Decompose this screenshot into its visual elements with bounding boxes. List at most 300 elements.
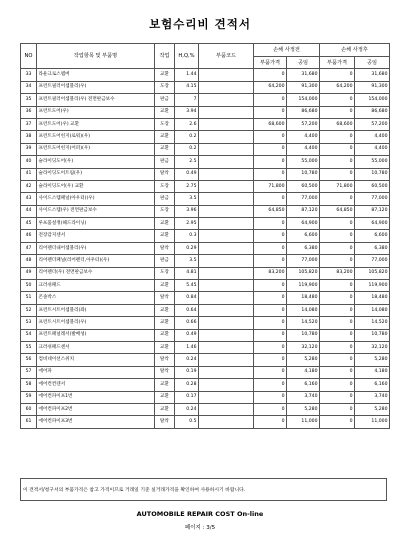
- row-after-labor: 11,000: [355, 416, 390, 428]
- row-item-name: 컴비네이션스위치: [37, 354, 155, 366]
- row-item-name: 에어컨파이프1번: [37, 391, 155, 403]
- table-row: [21, 317, 390, 329]
- row-after-labor: 32,120: [355, 341, 390, 353]
- row-before-part-price: 0: [254, 403, 287, 415]
- row-before-labor: 77,000: [287, 193, 320, 205]
- row-item-name: 에어컨파이프3번: [37, 416, 155, 428]
- row-before-part-price: 64,850: [254, 205, 287, 217]
- row-no: 52: [21, 304, 37, 316]
- row-after-labor: 77,000: [355, 193, 390, 205]
- row-after-labor: 5,280: [355, 354, 390, 366]
- row-item-name: 슬라이딩도어(우) 교환: [37, 180, 155, 192]
- row-after-part-price: 0: [320, 230, 355, 242]
- row-before-part-price: 0: [254, 354, 287, 366]
- row-work-type: 교환: [155, 379, 175, 391]
- row-no: 48: [21, 255, 37, 267]
- row-after-labor: 10,780: [355, 168, 390, 180]
- row-hours: 0.24: [175, 403, 199, 415]
- row-after-part-price: 0: [320, 156, 355, 168]
- row-no: 53: [21, 317, 37, 329]
- row-after-labor: 77,000: [355, 255, 390, 267]
- row-after-labor: 64,900: [355, 218, 390, 230]
- row-no: 35: [21, 94, 37, 106]
- row-before-labor: 31,680: [287, 69, 320, 81]
- row-before-part-price: 0: [254, 341, 287, 353]
- row-no: 38: [21, 131, 37, 143]
- row-no: 59: [21, 391, 37, 403]
- row-no: 33: [21, 69, 37, 81]
- row-item-name: 프런트시트어셈블리(좌): [37, 304, 155, 316]
- row-item-name: 에어컨파이프2번: [37, 403, 155, 415]
- table-row: [21, 292, 390, 304]
- row-after-part-price: 0: [320, 94, 355, 106]
- row-no: 42: [21, 180, 37, 192]
- row-hours: 0.5: [175, 416, 199, 428]
- table-row: [21, 255, 390, 267]
- row-work-type: 도장: [155, 81, 175, 93]
- row-after-part-price: 0: [320, 317, 355, 329]
- row-work-type: 판금: [155, 255, 175, 267]
- row-after-labor: 4,400: [355, 131, 390, 143]
- row-item-name: 크러쉬패드센서: [37, 341, 155, 353]
- row-no: 45: [21, 218, 37, 230]
- row-after-part-price: 0: [320, 379, 355, 391]
- row-before-part-price: 71,800: [254, 180, 287, 192]
- row-part-code: [199, 168, 254, 180]
- row-item-name: 프런트도어힌지(어퍼)(우): [37, 143, 155, 155]
- row-work-type: 판금: [155, 94, 175, 106]
- row-work-type: 교환: [155, 230, 175, 242]
- table-row: [21, 304, 390, 316]
- row-before-labor: 4,400: [287, 143, 320, 155]
- row-after-part-price: 0: [320, 416, 355, 428]
- row-hours: 0.2: [175, 143, 199, 155]
- row-before-part-price: 0: [254, 131, 287, 143]
- row-no: 61: [21, 416, 37, 428]
- row-work-type: 교환: [155, 329, 175, 341]
- row-before-labor: 60,500: [287, 180, 320, 192]
- row-before-labor: 6,600: [287, 230, 320, 242]
- row-part-code: [199, 131, 254, 143]
- row-after-labor: 87,120: [355, 205, 390, 217]
- row-hours: 5.45: [175, 280, 199, 292]
- row-before-labor: 6,380: [287, 242, 320, 254]
- row-part-code: [199, 354, 254, 366]
- row-after-labor: 31,680: [355, 69, 390, 81]
- table-row: [21, 341, 390, 353]
- table-row: [21, 118, 390, 130]
- row-after-part-price: 83,200: [320, 267, 355, 279]
- row-item-name: 프런트시트어셈블리(우): [37, 317, 155, 329]
- row-no: 43: [21, 193, 37, 205]
- row-before-labor: 91,300: [287, 81, 320, 93]
- row-no: 34: [21, 81, 37, 93]
- row-after-part-price: 0: [320, 329, 355, 341]
- row-after-part-price: 0: [320, 193, 355, 205]
- row-after-labor: 6,380: [355, 242, 390, 254]
- row-work-type: 탈착: [155, 242, 175, 254]
- row-part-code: [199, 280, 254, 292]
- row-work-type: 도장: [155, 118, 175, 130]
- col-before-labor-header: 공임: [287, 57, 320, 69]
- col-no-header: NO: [21, 44, 37, 69]
- row-hours: 0.3: [175, 230, 199, 242]
- row-item-name: 라운크로스멤버: [37, 69, 155, 81]
- row-before-labor: 14,520: [287, 317, 320, 329]
- row-no: 50: [21, 280, 37, 292]
- row-hours: 7: [175, 94, 199, 106]
- row-after-labor: 5,280: [355, 403, 390, 415]
- row-after-part-price: 0: [320, 391, 355, 403]
- row-before-labor: 154,000: [287, 94, 320, 106]
- table-row: [21, 94, 390, 106]
- row-part-code: [199, 205, 254, 217]
- row-part-code: [199, 391, 254, 403]
- row-before-labor: 10,780: [287, 329, 320, 341]
- row-item-name: 루프품설정(헤드라이닝): [37, 218, 155, 230]
- row-before-labor: 11,000: [287, 416, 320, 428]
- row-item-name: 리어펜더내어셈블리(우): [37, 242, 155, 254]
- row-item-name: 프런트필러어셈블리(우): [37, 81, 155, 93]
- row-part-code: [199, 180, 254, 192]
- row-item-name: 프런트패널레서(발배성): [37, 329, 155, 341]
- row-before-part-price: 0: [254, 292, 287, 304]
- row-hours: 0.84: [175, 292, 199, 304]
- table-row: [21, 267, 390, 279]
- row-no: 51: [21, 292, 37, 304]
- table-row: [21, 416, 390, 428]
- row-before-part-price: 0: [254, 69, 287, 81]
- row-before-part-price: 0: [254, 366, 287, 378]
- row-part-code: [199, 218, 254, 230]
- row-work-type: 탈착: [155, 416, 175, 428]
- row-item-name: 슬라이딩도어(우): [37, 156, 155, 168]
- row-before-part-price: 0: [254, 143, 287, 155]
- row-before-labor: 6,160: [287, 379, 320, 391]
- row-hours: 2.6: [175, 118, 199, 130]
- row-before-part-price: 68,600: [254, 118, 287, 130]
- row-hours: 4.81: [175, 267, 199, 279]
- table-row: [21, 329, 390, 341]
- table-row: [21, 205, 390, 217]
- row-after-labor: 6,600: [355, 230, 390, 242]
- row-item-name: 사이드스텝(우) 전면판금보수: [37, 205, 155, 217]
- row-work-type: 교환: [155, 280, 175, 292]
- row-work-type: 교환: [155, 143, 175, 155]
- row-after-labor: 91,300: [355, 81, 390, 93]
- row-item-name: 프런트도어(우) 교환: [37, 118, 155, 130]
- row-after-part-price: 0: [320, 403, 355, 415]
- row-work-type: 교환: [155, 69, 175, 81]
- row-item-name: 프런트도어(우): [37, 106, 155, 118]
- row-part-code: [199, 156, 254, 168]
- row-part-code: [199, 255, 254, 267]
- row-after-part-price: 0: [320, 366, 355, 378]
- table-row: [21, 168, 390, 180]
- row-no: 44: [21, 205, 37, 217]
- row-after-labor: 6,160: [355, 379, 390, 391]
- row-before-part-price: 0: [254, 156, 287, 168]
- table-row: [21, 106, 390, 118]
- row-before-part-price: 0: [254, 106, 287, 118]
- table-row: [21, 366, 390, 378]
- row-after-labor: 55,000: [355, 156, 390, 168]
- row-work-type: 도장: [155, 205, 175, 217]
- row-before-labor: 87,120: [287, 205, 320, 217]
- row-part-code: [199, 230, 254, 242]
- row-hours: 0.64: [175, 304, 199, 316]
- row-before-part-price: 83,200: [254, 267, 287, 279]
- row-item-name: 프런트필러어셈블리(우) 전면판금보수: [37, 94, 155, 106]
- row-item-name: 슬라이딩도어트림(우): [37, 168, 155, 180]
- row-before-labor: 10,780: [287, 168, 320, 180]
- row-after-part-price: 0: [320, 292, 355, 304]
- row-before-labor: 57,200: [287, 118, 320, 130]
- row-work-type: 탈착: [155, 168, 175, 180]
- row-before-labor: 77,000: [287, 255, 320, 267]
- table-row: [21, 280, 390, 292]
- document-title: 보험수리비 견적서: [149, 17, 251, 31]
- row-after-part-price: 0: [320, 280, 355, 292]
- table-row: [21, 391, 390, 403]
- row-hours: 0.49: [175, 329, 199, 341]
- col-after-labor-header: 공임: [355, 57, 390, 69]
- row-no: 36: [21, 106, 37, 118]
- table-row: [21, 193, 390, 205]
- table-row: [21, 230, 390, 242]
- row-after-part-price: 0: [320, 131, 355, 143]
- row-before-part-price: 0: [254, 230, 287, 242]
- row-part-code: [199, 341, 254, 353]
- row-after-labor: 60,500: [355, 180, 390, 192]
- table-header: [21, 44, 390, 69]
- table-row: [21, 69, 390, 81]
- row-work-type: 도장: [155, 267, 175, 279]
- row-after-part-price: 0: [320, 354, 355, 366]
- row-after-part-price: 0: [320, 106, 355, 118]
- row-before-labor: 3,740: [287, 391, 320, 403]
- row-hours: 2.75: [175, 180, 199, 192]
- col-item-header: 작업항목 및 부품명: [37, 44, 155, 69]
- row-hours: 2.95: [175, 218, 199, 230]
- col-before-header: 손해 사정전: [254, 44, 320, 57]
- row-part-code: [199, 416, 254, 428]
- row-hours: 0.29: [175, 242, 199, 254]
- row-before-labor: 105,820: [287, 267, 320, 279]
- row-before-part-price: 0: [254, 391, 287, 403]
- row-before-labor: 86,680: [287, 106, 320, 118]
- row-work-type: 교환: [155, 403, 175, 415]
- row-no: 58: [21, 379, 37, 391]
- row-part-code: [199, 379, 254, 391]
- table-row: [21, 156, 390, 168]
- row-before-part-price: 0: [254, 280, 287, 292]
- row-part-code: [199, 242, 254, 254]
- row-work-type: 교환: [155, 341, 175, 353]
- row-before-part-price: 0: [254, 255, 287, 267]
- row-after-part-price: 0: [320, 255, 355, 267]
- row-after-part-price: 68,600: [320, 118, 355, 130]
- row-hours: 0.17: [175, 391, 199, 403]
- row-no: 60: [21, 403, 37, 415]
- table-row: [21, 379, 390, 391]
- row-work-type: 탈착: [155, 292, 175, 304]
- row-hours: 3.96: [175, 205, 199, 217]
- table-row: [21, 131, 390, 143]
- table-row: [21, 143, 390, 155]
- row-before-labor: 4,180: [287, 366, 320, 378]
- col-before-part-header: 부품가격: [254, 57, 287, 69]
- row-work-type: 교환: [155, 131, 175, 143]
- row-part-code: [199, 317, 254, 329]
- row-no: 57: [21, 366, 37, 378]
- row-hours: 3.5: [175, 193, 199, 205]
- row-no: 56: [21, 354, 37, 366]
- row-part-code: [199, 143, 254, 155]
- row-part-code: [199, 118, 254, 130]
- col-after-part-header: 부품가격: [320, 57, 355, 69]
- row-before-labor: 18,480: [287, 292, 320, 304]
- row-part-code: [199, 106, 254, 118]
- row-no: 39: [21, 143, 37, 155]
- row-item-name: 리어펜더패널(리어펜더,아우터)(우): [37, 255, 155, 267]
- row-hours: 4.15: [175, 81, 199, 93]
- row-before-part-price: 0: [254, 168, 287, 180]
- row-after-part-price: 0: [320, 69, 355, 81]
- row-after-part-price: 0: [320, 341, 355, 353]
- row-no: 46: [21, 230, 37, 242]
- row-no: 40: [21, 156, 37, 168]
- row-after-labor: 3,740: [355, 391, 390, 403]
- row-no: 54: [21, 329, 37, 341]
- table-row: [21, 242, 390, 254]
- row-part-code: [199, 403, 254, 415]
- row-item-name: 사이드스텝패널(아우터)(우): [37, 193, 155, 205]
- row-after-part-price: 64,200: [320, 81, 355, 93]
- row-work-type: 교환: [155, 304, 175, 316]
- row-before-part-price: 64,200: [254, 81, 287, 93]
- table-row: [21, 403, 390, 415]
- row-after-part-price: 64,850: [320, 205, 355, 217]
- row-work-type: 교환: [155, 391, 175, 403]
- row-hours: 0.49: [175, 168, 199, 180]
- row-hours: 0.2: [175, 131, 199, 143]
- row-before-labor: 32,120: [287, 341, 320, 353]
- row-no: 49: [21, 267, 37, 279]
- row-after-part-price: 0: [320, 218, 355, 230]
- row-work-type: 도장: [155, 180, 175, 192]
- row-after-labor: 119,900: [355, 280, 390, 292]
- col-code-header: 부품코드: [199, 44, 254, 69]
- row-after-labor: 57,200: [355, 118, 390, 130]
- row-work-type: 교환: [155, 218, 175, 230]
- row-item-name: 전장감지센서: [37, 230, 155, 242]
- row-after-labor: 4,180: [355, 366, 390, 378]
- row-after-labor: 14,520: [355, 317, 390, 329]
- col-after-header: 손해 사정후: [320, 44, 390, 57]
- row-before-labor: 14,080: [287, 304, 320, 316]
- row-hours: 0.28: [175, 379, 199, 391]
- row-before-part-price: 0: [254, 193, 287, 205]
- row-part-code: [199, 193, 254, 205]
- row-after-labor: 86,680: [355, 106, 390, 118]
- row-hours: 0.19: [175, 366, 199, 378]
- row-item-name: 에어컨컨덴서: [37, 379, 155, 391]
- col-hours-header: H,Q,%: [175, 44, 199, 69]
- row-before-part-price: 0: [254, 416, 287, 428]
- row-no: 37: [21, 118, 37, 130]
- col-work-header: 작업: [155, 44, 175, 69]
- row-after-part-price: 71,800: [320, 180, 355, 192]
- row-part-code: [199, 329, 254, 341]
- row-work-type: 교환: [155, 106, 175, 118]
- row-after-labor: 10,780: [355, 329, 390, 341]
- row-item-name: 크러쉬패드: [37, 280, 155, 292]
- row-hours: 3.5: [175, 255, 199, 267]
- row-no: 47: [21, 242, 37, 254]
- row-after-part-price: 0: [320, 143, 355, 155]
- row-before-labor: 4,400: [287, 131, 320, 143]
- row-after-labor: 18,480: [355, 292, 390, 304]
- table-row: [21, 81, 390, 93]
- row-before-part-price: 0: [254, 379, 287, 391]
- row-before-part-price: 0: [254, 329, 287, 341]
- row-item-name: 리어펜더(우) 전면판금보수: [37, 267, 155, 279]
- row-hours: 0.66: [175, 317, 199, 329]
- row-no: 55: [21, 341, 37, 353]
- row-before-labor: 5,280: [287, 403, 320, 415]
- row-before-labor: 55,000: [287, 156, 320, 168]
- row-before-part-price: 0: [254, 94, 287, 106]
- table-body: [21, 69, 390, 428]
- row-after-labor: 4,400: [355, 143, 390, 155]
- row-after-labor: 105,820: [355, 267, 390, 279]
- row-part-code: [199, 81, 254, 93]
- row-part-code: [199, 366, 254, 378]
- row-hours: 1.44: [175, 69, 199, 81]
- row-work-type: 탈착: [155, 354, 175, 366]
- row-work-type: 판금: [155, 156, 175, 168]
- row-item-name: 에어파: [37, 366, 155, 378]
- row-after-labor: 154,000: [355, 94, 390, 106]
- disclaimer-note: 이 견적서/청구서의 부품가격은 참고 가격이므로 거래일 기준 실거래가격을 확인하여 사용하시기 바랍니다.: [20, 478, 387, 501]
- page-number: 페이지 : 3/5: [184, 525, 216, 531]
- row-before-labor: 119,900: [287, 280, 320, 292]
- row-part-code: [199, 292, 254, 304]
- row-before-part-price: 0: [254, 218, 287, 230]
- table-row: [21, 354, 390, 366]
- row-before-part-price: 0: [254, 317, 287, 329]
- row-work-type: 판금: [155, 193, 175, 205]
- row-work-type: 교환: [155, 317, 175, 329]
- row-after-part-price: 0: [320, 168, 355, 180]
- row-part-code: [199, 304, 254, 316]
- row-before-labor: 64,900: [287, 218, 320, 230]
- table-row: [21, 218, 390, 230]
- table-row: [21, 180, 390, 192]
- row-item-name: 프런트도어힌지(로워)(우): [37, 131, 155, 143]
- row-after-labor: 14,080: [355, 304, 390, 316]
- row-hours: 3.94: [175, 106, 199, 118]
- row-hours: 2.5: [175, 156, 199, 168]
- row-work-type: 탈착: [155, 366, 175, 378]
- row-after-part-price: 0: [320, 242, 355, 254]
- estimate-table: [20, 43, 390, 429]
- row-part-code: [199, 267, 254, 279]
- row-before-labor: 5,280: [287, 354, 320, 366]
- row-hours: 0.24: [175, 354, 199, 366]
- row-before-part-price: 0: [254, 242, 287, 254]
